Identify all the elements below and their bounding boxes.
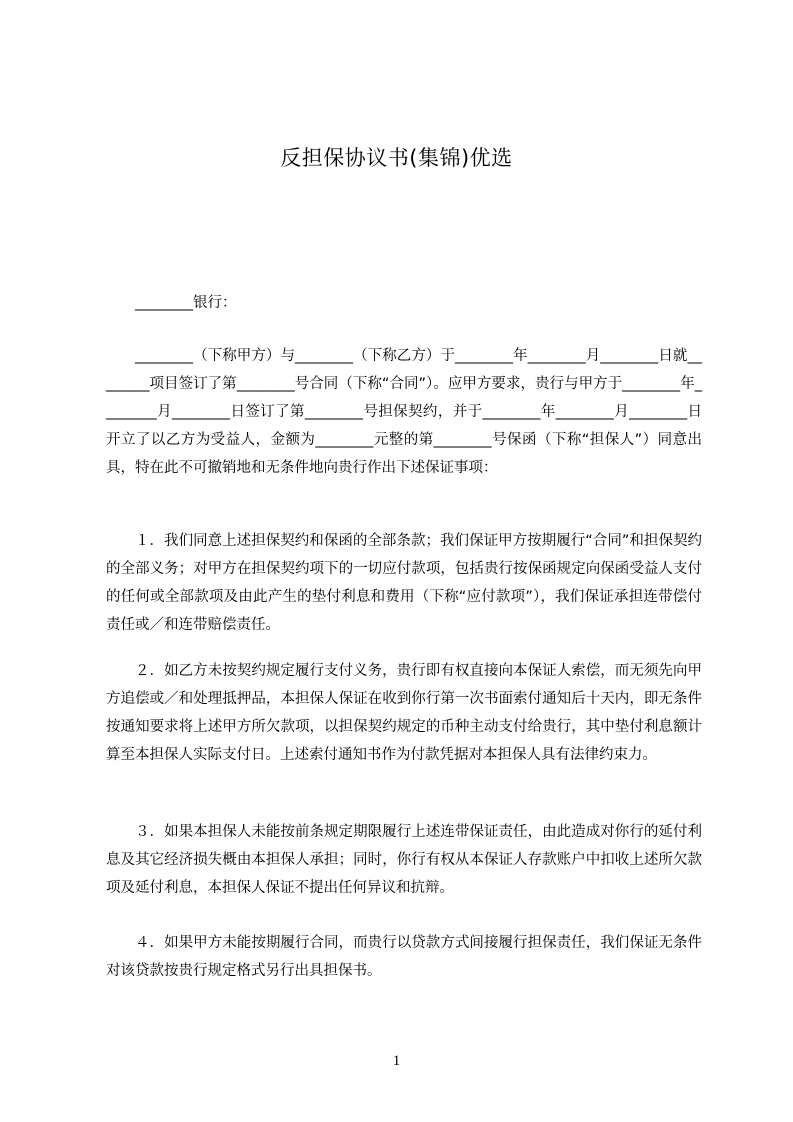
intro-paragraph: ________（下称甲方）与________（下称乙方）于________年________月________日就________项目签订了第________号合同（下称“合同”）。应甲方要求，贵行与甲方于________年________月________日签订了第________号担保契约，并于________年________月________日开立了以乙方为受益人，金额为________元整的第________号保函（下称“担保人”）同意出具，特在此不可撤销地和无条件地向贵行作出下述保证事项：	[106, 348, 702, 476]
clause-3-paragraph: ３．如果本担保人未能按前条规定期限履行上述连带保证责任，由此造成对你行的延付利息及其它经济损失概由本担保人承担；同时，你行有权从本保证人存款账户中扣收上述所欠款项及延付利息，本担保人保证不提出任何异议和抗辩。	[106, 824, 702, 896]
clause-4-block	[106, 929, 702, 985]
clause-2-paragraph: ２．如乙方未按契约规定履行支付义务，贵行即有权直接向本保证人索偿，而无须先向甲方追偿或／和处理抵押品，本担保人保证在收到你行第一次书面索付通知后十天内，即无条件按通知要求将上述甲方所欠款项，以担保契约规定的币种主动支付给贵行，其中垫付利息额计算至本担保人实际支付日。上述索付通知书作为付款凭据对本担保人具有法律约束力。	[106, 663, 702, 763]
clause-4-paragraph: ４．如果甲方未能按期履行合同，而贵行以贷款方式间接履行担保责任，我们保证无条件对该贷款按贵行规定格式另行出具担保书。	[106, 935, 702, 979]
intro-paragraph-block	[106, 342, 702, 482]
clause-2-block	[106, 657, 702, 769]
page-number: 1	[392, 1053, 401, 1069]
clause-1-paragraph: １．我们同意上述担保契约和保函的全部条款；我们保证甲方按期履行“合同”和担保契约的全部义务；对甲方在担保契约项下的一切应付款项，包括贵行按保函规定向保函受益人支付的任何或全部款项及由此产生的垫付利息和费用（下称“应付款项”），我们保证承担连带偿付责任或／和连带赔偿责任。	[106, 533, 702, 633]
document-title: 反担保协议书(集锦)优选	[280, 146, 513, 170]
clause-3-block	[106, 818, 702, 902]
addressee-line: ________银行：	[135, 295, 237, 311]
clause-1-block	[106, 527, 702, 639]
